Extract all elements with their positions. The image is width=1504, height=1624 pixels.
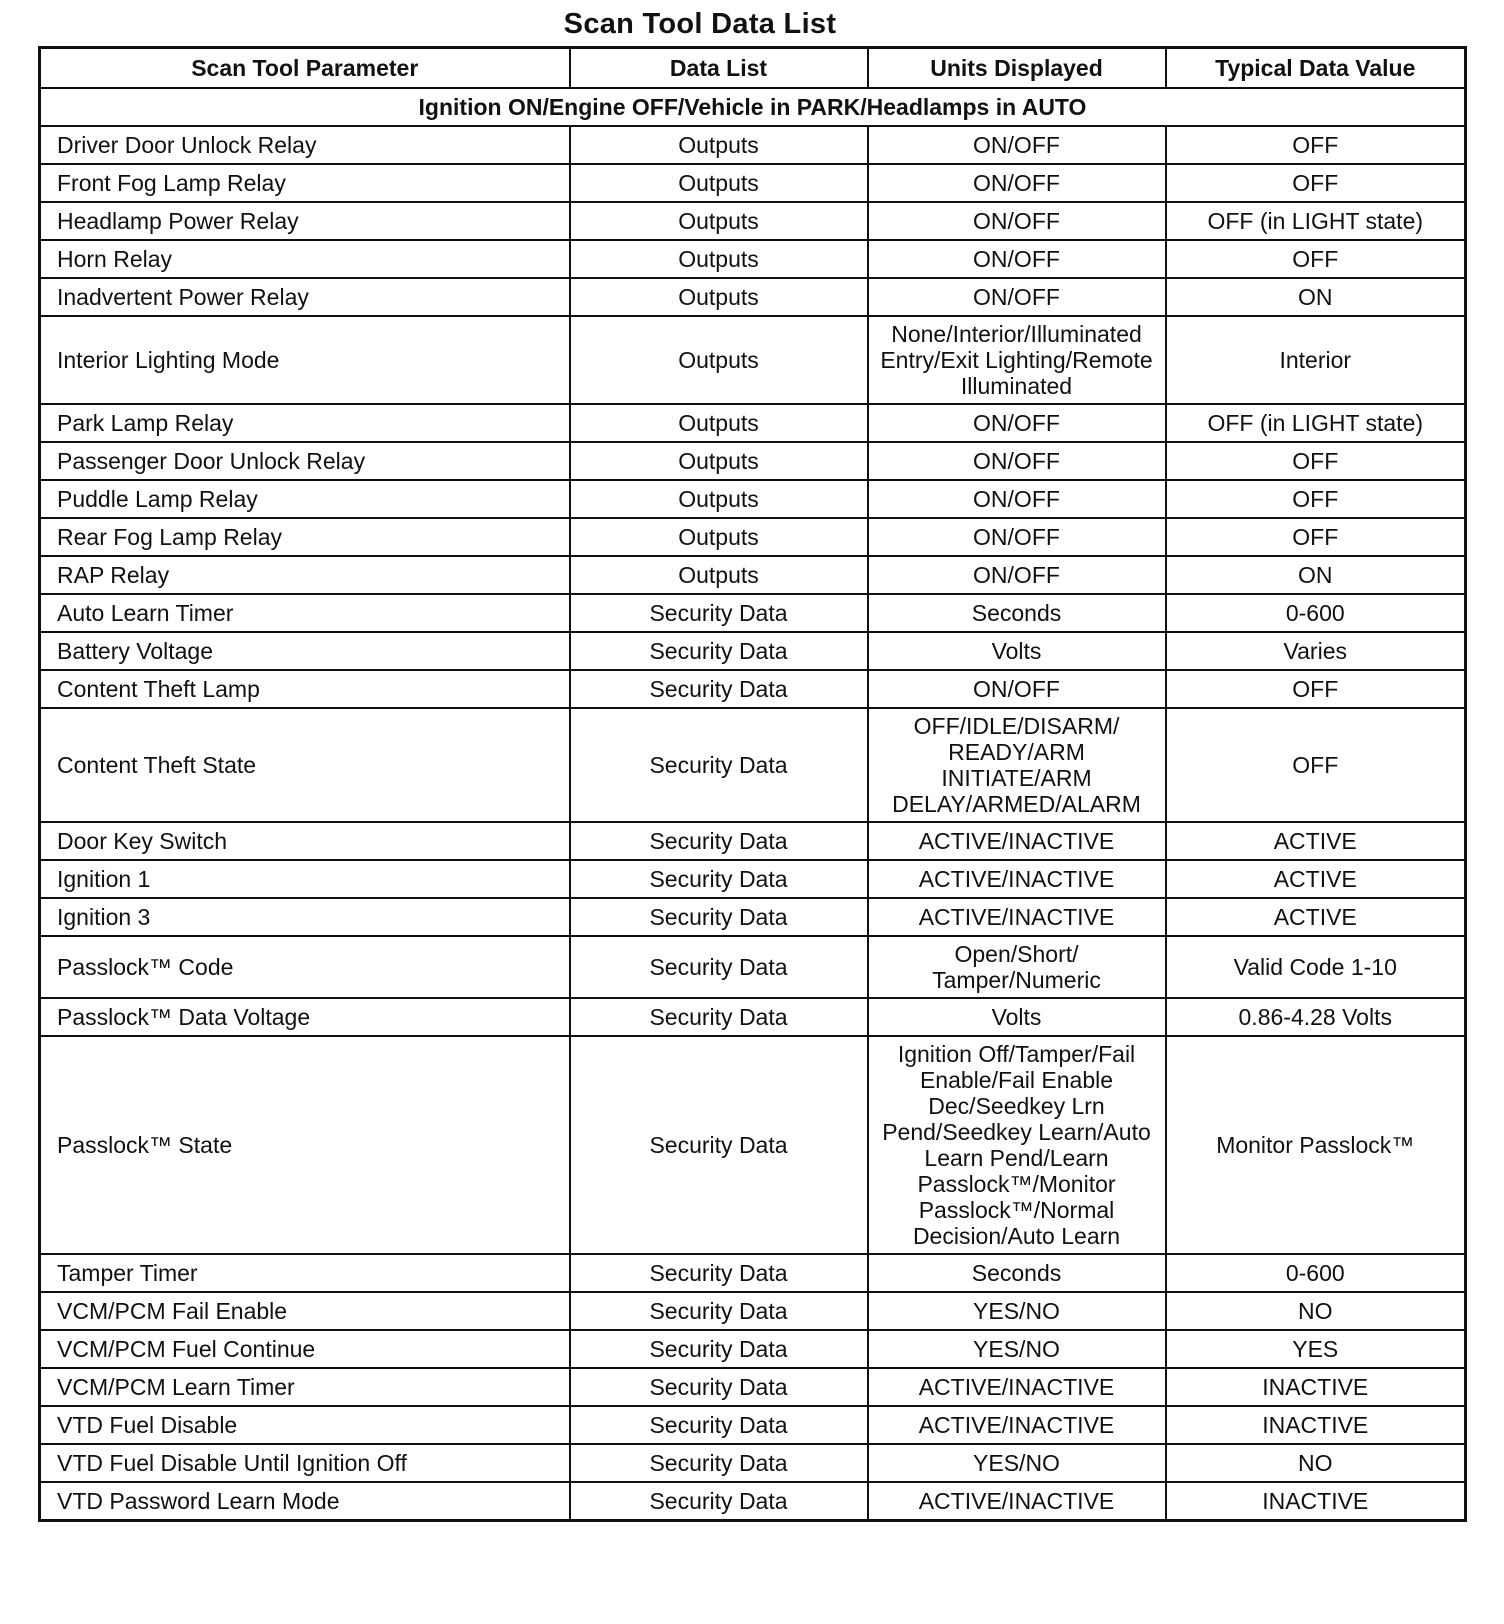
table-row <box>40 202 1466 240</box>
units-cell: ACTIVE/INACTIVE <box>868 1368 1166 1406</box>
data-list-cell: Outputs <box>570 202 868 240</box>
table-row <box>40 1292 1466 1330</box>
units-cell: ON/OFF <box>868 556 1166 594</box>
units-cell: ON/OFF <box>868 670 1166 708</box>
table-row <box>40 480 1466 518</box>
parameter-cell: Ignition 1 <box>40 860 570 898</box>
parameter-cell: Content Theft Lamp <box>40 670 570 708</box>
typical-value-cell: OFF <box>1166 442 1466 480</box>
header-scan-tool-parameter: Scan Tool Parameter <box>40 48 570 89</box>
data-list-cell: Outputs <box>570 442 868 480</box>
units-cell: ON/OFF <box>868 240 1166 278</box>
units-cell: ON/OFF <box>868 480 1166 518</box>
page-title: Scan Tool Data List <box>563 8 837 40</box>
typical-value-cell: INACTIVE <box>1166 1368 1466 1406</box>
data-list-cell: Outputs <box>570 556 868 594</box>
table-row <box>40 860 1466 898</box>
table-row <box>40 518 1466 556</box>
typical-value-cell: OFF (in LIGHT state) <box>1166 202 1466 240</box>
units-cell: ON/OFF <box>868 202 1166 240</box>
data-list-cell: Outputs <box>570 480 868 518</box>
parameter-cell: Horn Relay <box>40 240 570 278</box>
data-list-cell: Outputs <box>570 518 868 556</box>
parameter-cell: Passlock™ Code <box>40 936 570 998</box>
typical-value-cell: 0-600 <box>1166 594 1466 632</box>
typical-value-cell: INACTIVE <box>1166 1406 1466 1444</box>
typical-value-cell: ACTIVE <box>1166 822 1466 860</box>
units-cell: ON/OFF <box>868 164 1166 202</box>
typical-value-cell: OFF <box>1166 518 1466 556</box>
typical-value-cell: INACTIVE <box>1166 1482 1466 1521</box>
data-list-cell: Security Data <box>570 1406 868 1444</box>
parameter-cell: Inadvertent Power Relay <box>40 278 570 316</box>
typical-value-cell: ACTIVE <box>1166 860 1466 898</box>
data-list-cell: Security Data <box>570 936 868 998</box>
parameter-cell: Passenger Door Unlock Relay <box>40 442 570 480</box>
typical-value-cell: NO <box>1166 1444 1466 1482</box>
data-list-cell: Security Data <box>570 708 868 822</box>
data-list-cell: Security Data <box>570 1482 868 1521</box>
parameter-cell: Interior Lighting Mode <box>40 316 570 404</box>
table-row <box>40 898 1466 936</box>
parameter-cell: Front Fog Lamp Relay <box>40 164 570 202</box>
units-cell: Ignition Off/Tamper/Fail Enable/Fail Enable Dec/Seedkey Lrn Pend/Seedkey Learn/Auto Learn Pend/Learn Passlock™/Monitor Passlock™/Normal Decision/Auto Learn <box>868 1036 1166 1254</box>
typical-value-cell: ON <box>1166 278 1466 316</box>
typical-value-cell: 0-600 <box>1166 1254 1466 1292</box>
units-cell: ACTIVE/INACTIVE <box>868 1406 1166 1444</box>
table-row <box>40 632 1466 670</box>
parameter-cell: Driver Door Unlock Relay <box>40 126 570 164</box>
parameter-cell: VCM/PCM Fuel Continue <box>40 1330 570 1368</box>
typical-value-cell: Interior <box>1166 316 1466 404</box>
data-list-cell: Outputs <box>570 164 868 202</box>
data-list-cell: Security Data <box>570 632 868 670</box>
header-row <box>40 48 1466 89</box>
table-row <box>40 164 1466 202</box>
units-cell: ACTIVE/INACTIVE <box>868 860 1166 898</box>
parameter-cell: Rear Fog Lamp Relay <box>40 518 570 556</box>
typical-value-cell: ON <box>1166 556 1466 594</box>
units-cell: ON/OFF <box>868 518 1166 556</box>
parameter-cell: VCM/PCM Learn Timer <box>40 1368 570 1406</box>
units-cell: Seconds <box>868 1254 1166 1292</box>
table-row <box>40 404 1466 442</box>
data-list-cell: Security Data <box>570 1330 868 1368</box>
table-row <box>40 442 1466 480</box>
parameter-cell: RAP Relay <box>40 556 570 594</box>
typical-value-cell: OFF <box>1166 708 1466 822</box>
data-list-cell: Security Data <box>570 1368 868 1406</box>
table-row <box>40 278 1466 316</box>
typical-value-cell: OFF <box>1166 240 1466 278</box>
data-list-cell: Security Data <box>570 860 868 898</box>
parameter-cell: Puddle Lamp Relay <box>40 480 570 518</box>
table-row <box>40 1036 1466 1254</box>
units-cell: ACTIVE/INACTIVE <box>868 1482 1166 1521</box>
parameter-cell: Battery Voltage <box>40 632 570 670</box>
table-row <box>40 316 1466 404</box>
data-list-cell: Security Data <box>570 898 868 936</box>
parameter-cell: Door Key Switch <box>40 822 570 860</box>
table-row <box>40 708 1466 822</box>
header-typical-data-value: Typical Data Value <box>1166 48 1466 89</box>
typical-value-cell: Varies <box>1166 632 1466 670</box>
parameter-cell: Park Lamp Relay <box>40 404 570 442</box>
units-cell: Open/Short/ Tamper/Numeric <box>868 936 1166 998</box>
parameter-cell: VTD Fuel Disable <box>40 1406 570 1444</box>
section-row <box>40 88 1466 126</box>
typical-value-cell: NO <box>1166 1292 1466 1330</box>
parameter-cell: Passlock™ State <box>40 1036 570 1254</box>
typical-value-cell: ACTIVE <box>1166 898 1466 936</box>
table-row <box>40 594 1466 632</box>
parameter-cell: Content Theft State <box>40 708 570 822</box>
units-cell: YES/NO <box>868 1444 1166 1482</box>
units-cell: ON/OFF <box>868 442 1166 480</box>
table-row <box>40 1330 1466 1368</box>
typical-value-cell: Valid Code 1-10 <box>1166 936 1466 998</box>
data-list-cell: Outputs <box>570 404 868 442</box>
parameter-cell: Passlock™ Data Voltage <box>40 998 570 1036</box>
typical-value-cell: OFF (in LIGHT state) <box>1166 404 1466 442</box>
data-list-cell: Security Data <box>570 822 868 860</box>
units-cell: ON/OFF <box>868 404 1166 442</box>
typical-value-cell: OFF <box>1166 164 1466 202</box>
table-row <box>40 1254 1466 1292</box>
table-row <box>40 1406 1466 1444</box>
table-row <box>40 998 1466 1036</box>
data-list-cell: Outputs <box>570 126 868 164</box>
table-row <box>40 670 1466 708</box>
data-list-cell: Outputs <box>570 240 868 278</box>
parameter-cell: VTD Password Learn Mode <box>40 1482 570 1521</box>
typical-value-cell: 0.86-4.28 Volts <box>1166 998 1466 1036</box>
header-units-displayed: Units Displayed <box>868 48 1166 89</box>
parameter-cell: VTD Fuel Disable Until Ignition Off <box>40 1444 570 1482</box>
units-cell: ACTIVE/INACTIVE <box>868 898 1166 936</box>
table-row <box>40 936 1466 998</box>
table-row <box>40 240 1466 278</box>
table-row <box>40 556 1466 594</box>
units-cell: ON/OFF <box>868 126 1166 164</box>
parameter-cell: VCM/PCM Fail Enable <box>40 1292 570 1330</box>
units-cell: ON/OFF <box>868 278 1166 316</box>
units-cell: YES/NO <box>868 1330 1166 1368</box>
table-row <box>40 1444 1466 1482</box>
header-data-list: Data List <box>570 48 868 89</box>
scan-tool-data-table <box>38 46 1467 1522</box>
data-list-cell: Security Data <box>570 594 868 632</box>
data-list-cell: Outputs <box>570 316 868 404</box>
data-list-cell: Security Data <box>570 1292 868 1330</box>
section-heading: Ignition ON/Engine OFF/Vehicle in PARK/Headlamps in AUTO <box>40 88 1466 126</box>
parameter-cell: Auto Learn Timer <box>40 594 570 632</box>
units-cell: Volts <box>868 632 1166 670</box>
table-row <box>40 1482 1466 1521</box>
units-cell: YES/NO <box>868 1292 1166 1330</box>
units-cell: None/Interior/Illuminated Entry/Exit Lighting/Remote Illuminated <box>868 316 1166 404</box>
typical-value-cell: OFF <box>1166 480 1466 518</box>
parameter-cell: Tamper Timer <box>40 1254 570 1292</box>
table-row <box>40 1368 1466 1406</box>
table-row <box>40 126 1466 164</box>
units-cell: Volts <box>868 998 1166 1036</box>
table-row <box>40 822 1466 860</box>
parameter-cell: Headlamp Power Relay <box>40 202 570 240</box>
typical-value-cell: YES <box>1166 1330 1466 1368</box>
typical-value-cell: OFF <box>1166 126 1466 164</box>
units-cell: ACTIVE/INACTIVE <box>868 822 1166 860</box>
units-cell: Seconds <box>868 594 1166 632</box>
parameter-cell: Ignition 3 <box>40 898 570 936</box>
data-list-cell: Security Data <box>570 1254 868 1292</box>
typical-value-cell: OFF <box>1166 670 1466 708</box>
data-list-cell: Security Data <box>570 1036 868 1254</box>
data-list-cell: Security Data <box>570 670 868 708</box>
data-list-cell: Security Data <box>570 998 868 1036</box>
typical-value-cell: Monitor Passlock™ <box>1166 1036 1466 1254</box>
units-cell: OFF/IDLE/DISARM/ READY/ARM INITIATE/ARM DELAY/ARMED/ALARM <box>868 708 1166 822</box>
data-list-cell: Outputs <box>570 278 868 316</box>
data-list-cell: Security Data <box>570 1444 868 1482</box>
